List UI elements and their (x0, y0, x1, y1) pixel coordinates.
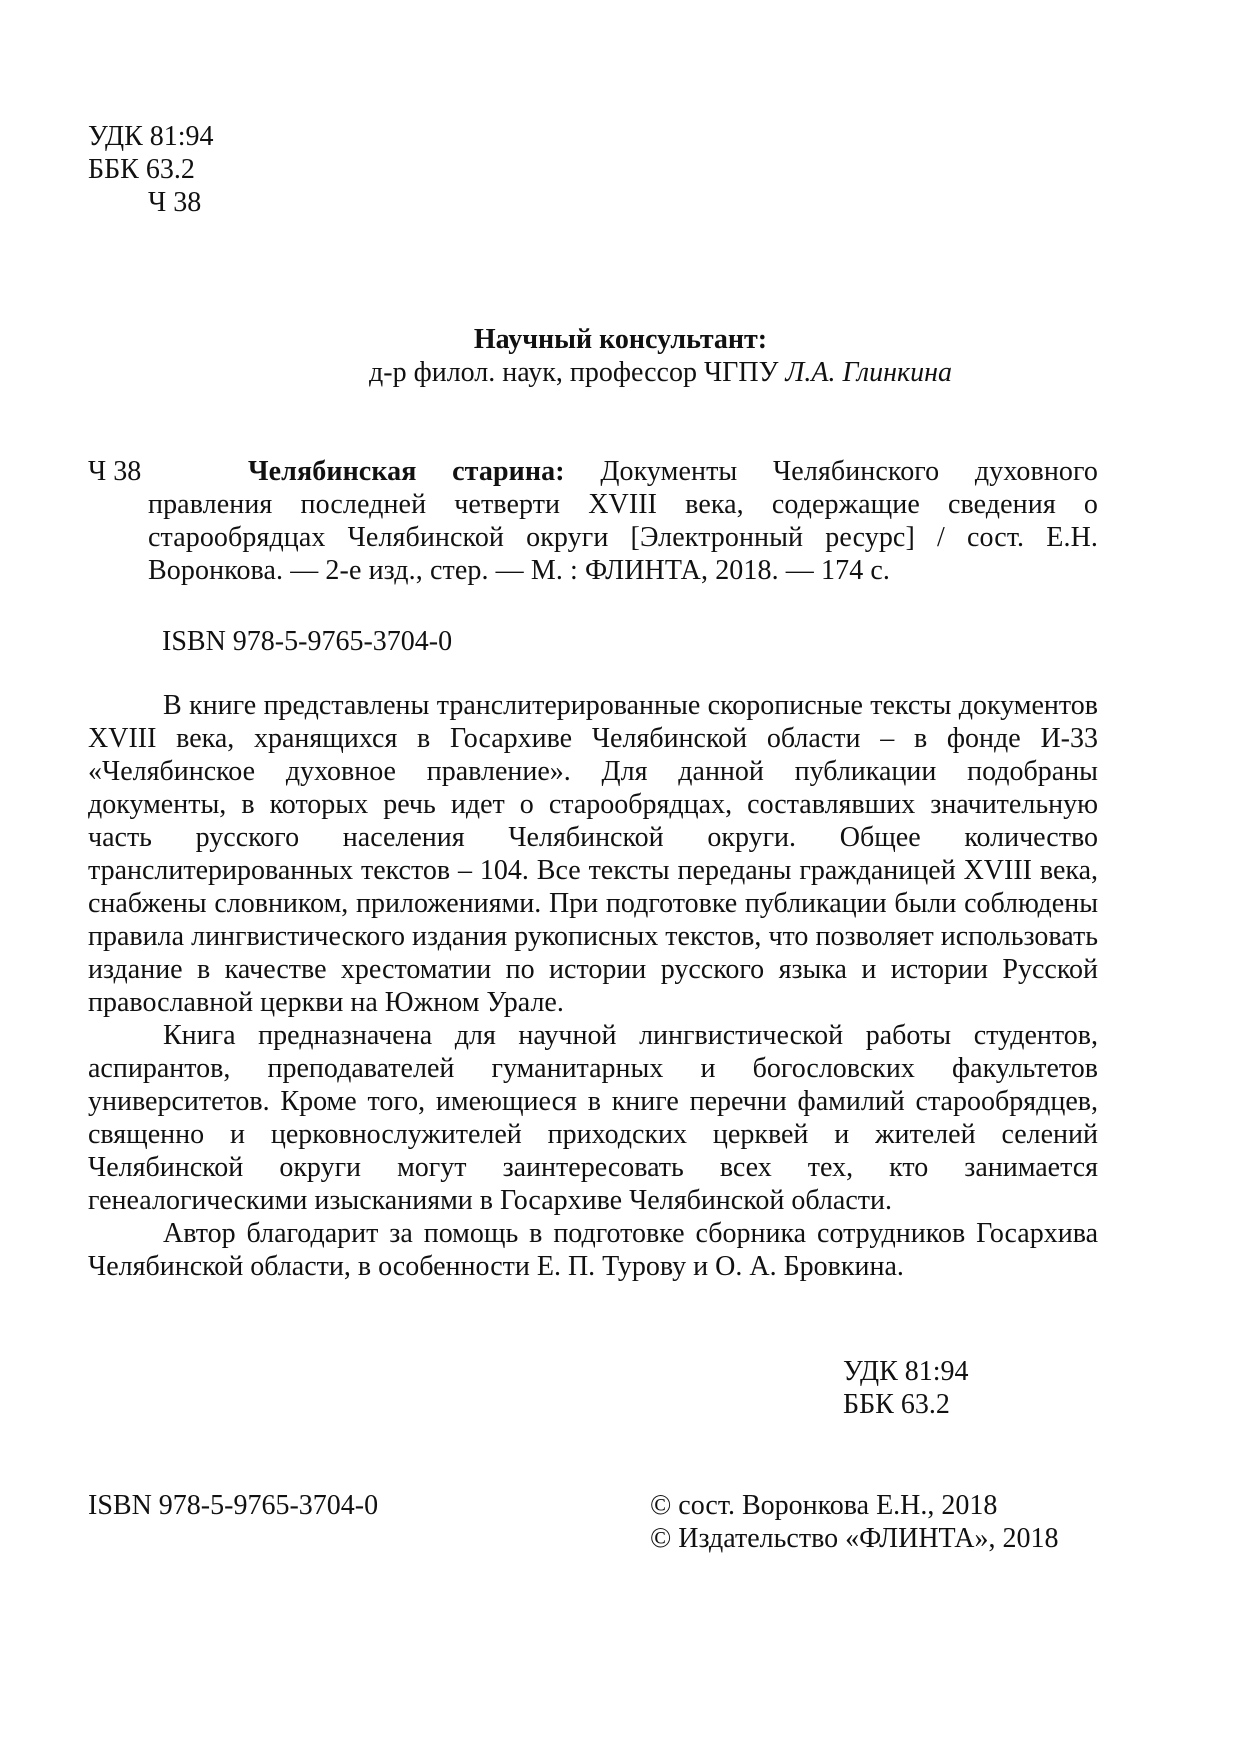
copyright-block (650, 1489, 1058, 1555)
record-entry (88, 455, 1098, 587)
annotation-paragraph: В книге представлены транслитерированные скорописные тексты документов XVIII века, хранящихся в Госархиве Челябинской области – в фонде И-33 «Челябинское духовное правление». Для данной публикации подобраны документы, в которых речь идет о старообрядцах, составлявших значительную часть русского населения Челябинской округи. Общее количество транслитерированных текстов – 104. Все тексты переданы гражданицей XVIII века, снабжены словником, приложениями. При подготовке публикации были соблюдены правила лингвистического издания рукописных текстов, что позволяет использовать издание в качестве хрестоматии по истории русского языка и истории Русской православной церкви на Южном Урале. (88, 690, 1098, 1018)
annotation (88, 689, 1098, 1283)
scientific-consultant-block (0, 323, 1241, 389)
copyright-publisher: © Издательство «ФЛИНТА», 2018 (650, 1523, 1059, 1554)
bibliographic-record (88, 455, 1098, 587)
consultant-position: д-р филол. наук, профессор ЧГПУ (369, 357, 779, 388)
udk-code-bottom: УДК 81:94 (843, 1356, 969, 1387)
udk-code: УДК 81:94 (88, 121, 214, 152)
record-description: Документы Челябинского духовного правления последней четверти XVIII века, содержащие сведения о старообрядцах Челябинской округи [Электронный ресурс] / сост. Е.Н. Воронкова. — 2-е изд., стер. — М. : ФЛИНТА, 2018. — 174 с. (148, 456, 1099, 586)
annotation-paragraph: Книга предназначена для научной лингвистической работы студентов, аспирантов, преподавателей гуманитарных и богословских факультетов университетов. Кроме того, имеющиеся в книге перечни фамилий старообрядцев, священно и церковнослужителей приходских церквей и жителей селений Челябинской округи могут заинтересовать всех тех, кто занимается генеалогическими изысканиями в Госархиве Челябинской области. (88, 1020, 1098, 1216)
classification-block-bottom (843, 1355, 969, 1421)
cutter-code: Ч 38 (148, 187, 202, 218)
consultant-name: Л.А. Глинкина (785, 357, 952, 388)
consultant-title: Научный консультант: (473, 324, 768, 355)
record-cutter-code: Ч 38 (88, 456, 142, 487)
record-isbn: ISBN 978-5-9765-3704-0 (162, 626, 453, 657)
consultant-line (0, 356, 1241, 389)
classification-block-top (88, 120, 214, 219)
copyright-compiler: © сост. Воронкова Е.Н., 2018 (650, 1490, 998, 1521)
bbk-code-bottom: ББК 63.2 (843, 1389, 950, 1420)
record-title: Челябинская старина: (248, 456, 565, 487)
footer-isbn: ISBN 978-5-9765-3704-0 (88, 1490, 379, 1521)
annotation-paragraph: Автор благодарит за помощь в подготовке сборника сотрудников Госархива Челябинской области, в особенности Е. П. Турову и О. А. Бровкина. (88, 1218, 1098, 1282)
bbk-code: ББК 63.2 (88, 154, 195, 185)
